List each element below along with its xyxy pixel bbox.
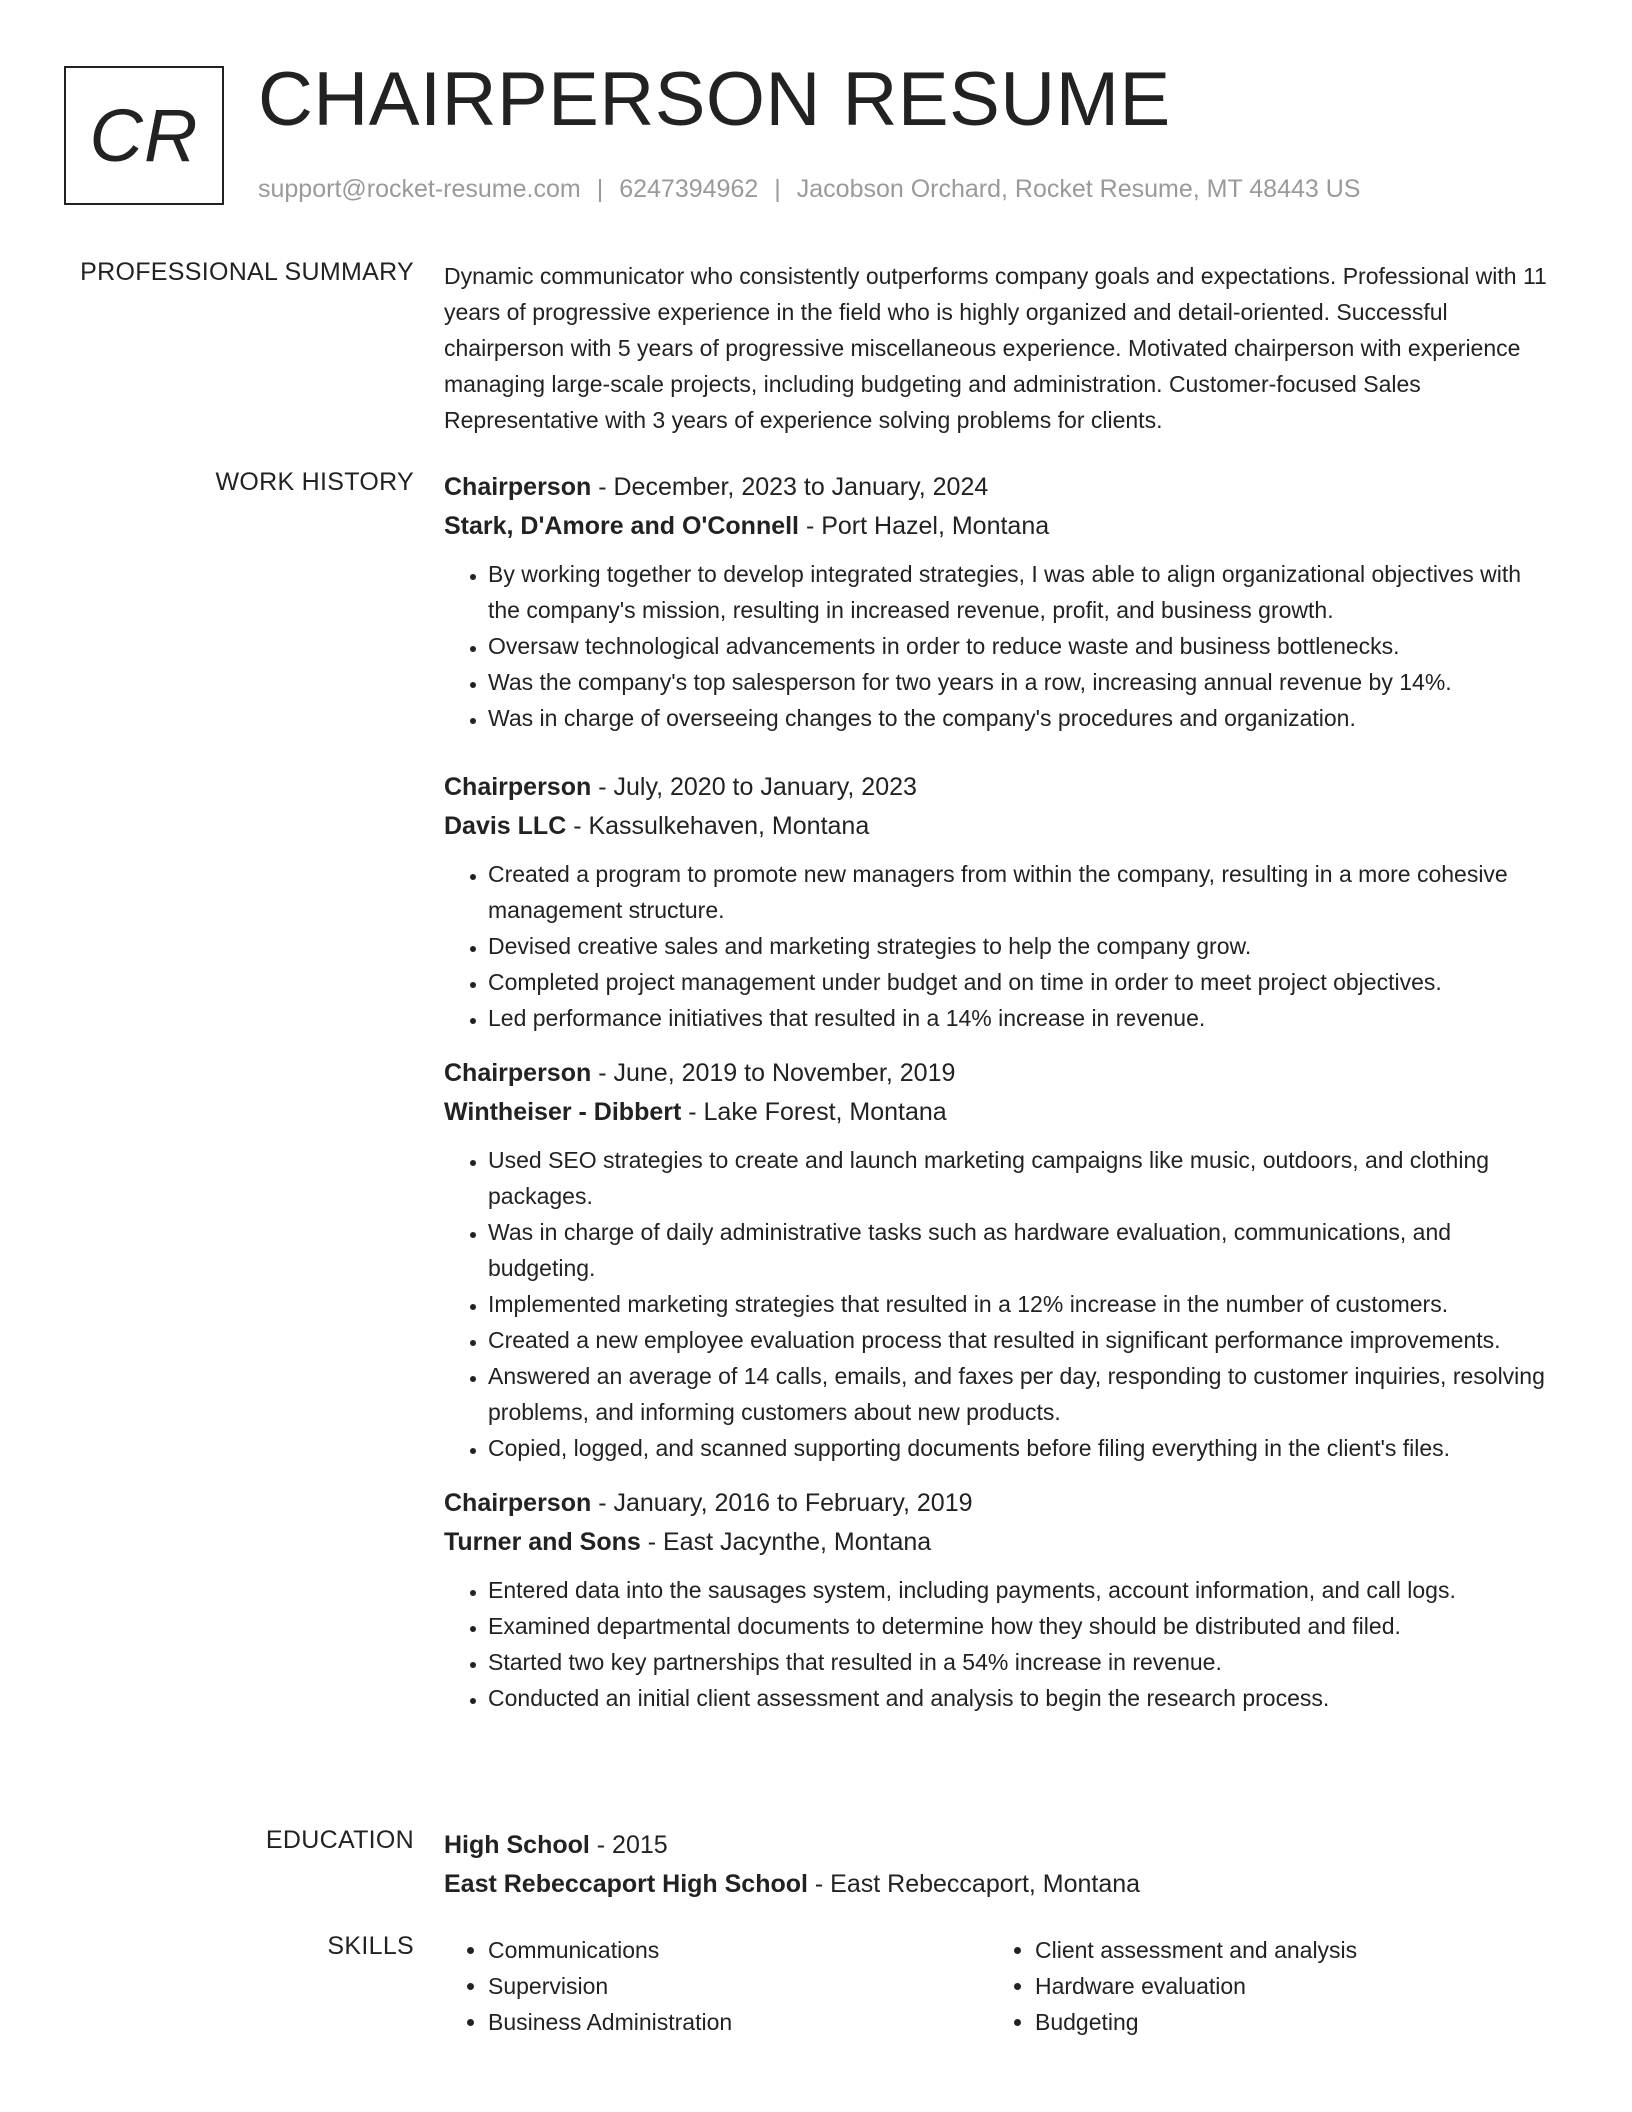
job-location: - East Jacynthe, Montana [640,1528,932,1556]
job-company: Stark, D'Amore and O'Connell [444,512,800,540]
job-entry [444,1054,1559,1466]
summary-label: PROFESSIONAL SUMMARY [80,258,414,286]
job-entry [444,1484,1559,1716]
work-history-label: WORK HISTORY [215,468,414,496]
education-degree-line [444,1826,1559,1865]
job-bullet: • Started two key partnerships that resulted in a 54% increase in revenue. [488,1644,1559,1680]
work-history-content [444,468,1559,1734]
job-title: Chairperson [444,1489,592,1517]
summary-text: Dynamic communicator who consistently outperforms company goals and expectations. Professional with 11 years of progressive experience in the field who is highly organized and detail-oriented. Successful chairperson with 5 years of progressive miscellaneous experience. Motivated chairperson with experience managing large-scale projects, including budgeting and administration. Customer-focused Sales Representative with 3 years of experience solving problems for clients. [444,263,1547,433]
job-bullet: • Created a program to promote new managers from within the company, resulting in a more cohesive management structure. [488,856,1559,928]
monogram-text: CR [89,94,199,177]
job-company-line [444,1093,1559,1132]
job-bullets [444,556,1559,736]
job-location: - Port Hazel, Montana [799,512,1050,540]
skills-label: SKILLS [327,1932,414,1960]
job-bullets [444,1142,1559,1466]
job-company-line [444,807,1559,846]
job-bullet: • Oversaw technological advancements in order to reduce waste and business bottlenecks. [488,628,1559,664]
job-bullet: • Examined departmental documents to determine how they should be distributed and filed. [488,1608,1559,1644]
job-location: - Lake Forest, Montana [681,1098,947,1126]
job-location: - Kassulkehaven, Montana [566,812,870,840]
skill-item: • Client assessment and analysis [1035,1932,1357,1968]
job-company-line [444,507,1559,546]
education-degree: High School [444,1831,590,1859]
job-bullet: • Conducted an initial client assessment and analysis to begin the research process. [488,1680,1559,1716]
resume-title: CHAIRPERSON RESUME [258,57,1171,142]
contact-line [258,175,1360,204]
job-bullet: • Implemented marketing strategies that resulted in a 12% increase in the number of customers. [488,1286,1559,1322]
job-bullet: • Answered an average of 14 calls, emails, and faxes per day, responding to customer inquiries, resolving problems, and informing customers about new products. [488,1358,1559,1430]
job-bullet: • Entered data into the sausages system, including payments, account information, and call logs. [488,1572,1559,1608]
job-dates: - June, 2019 to November, 2019 [591,1059,956,1087]
job-bullet: • Was the company's top salesperson for two years in a row, increasing annual revenue by 14%. [488,664,1559,700]
contact-address: Jacobson Orchard, Rocket Resume, MT 48443 US [796,175,1361,203]
job-bullet: • Led performance initiatives that resulted in a 14% increase in revenue. [488,1000,1559,1036]
job-bullets [444,1572,1559,1716]
job-bullet: • Completed project management under budget and on time in order to meet project objectives. [488,964,1559,1000]
contact-separator: | [774,175,781,203]
job-entry [444,468,1559,736]
job-title: Chairperson [444,773,592,801]
job-bullet: • Was in charge of daily administrative tasks such as hardware evaluation, communications, and budgeting. [488,1214,1559,1286]
job-company-line [444,1523,1559,1562]
education-school-line [444,1865,1559,1904]
job-bullet: • Used SEO strategies to create and launch marketing campaigns like music, outdoors, and clothing packages. [488,1142,1559,1214]
job-entry [444,768,1559,1036]
job-company: Davis LLC [444,812,567,840]
skill-item: • Hardware evaluation [1035,1968,1357,2004]
skills-column-1 [444,1932,991,2040]
job-bullet: • Created a new employee evaluation process that resulted in significant performance improvements. [488,1322,1559,1358]
monogram-badge [64,66,224,205]
contact-phone[interactable]: 6247394962 [619,175,759,203]
job-title: Chairperson [444,1059,592,1087]
job-bullets [444,856,1559,1036]
job-title-line [444,1054,1559,1093]
education-label: EDUCATION [265,1826,414,1854]
education-location: - East Rebeccaport, Montana [807,1870,1141,1898]
job-title-line [444,768,1559,807]
skill-item: • Business Administration [488,2004,991,2040]
job-title-line [444,468,1559,507]
education-content [444,1826,1559,1904]
contact-separator: | [596,175,604,203]
job-dates: - December, 2023 to January, 2024 [591,473,989,501]
skills-content [444,1932,1559,2040]
job-dates: - January, 2016 to February, 2019 [591,1489,973,1517]
job-bullet: • Devised creative sales and marketing strategies to help the company grow. [488,928,1559,964]
education-school: East Rebeccaport High School [444,1870,808,1898]
job-bullet: • Was in charge of overseeing changes to the company's procedures and organization. [488,700,1559,736]
skills-column-2 [991,1932,1357,2040]
summary-content [444,258,1559,438]
skill-item: • Budgeting [1035,2004,1357,2040]
job-bullet: • Copied, logged, and scanned supporting documents before filing everything in the client's files. [488,1430,1559,1466]
job-dates: - July, 2020 to January, 2023 [591,773,917,801]
education-year: - 2015 [589,1831,668,1859]
job-title: Chairperson [444,473,592,501]
job-title-line [444,1484,1559,1523]
job-company: Wintheiser - Dibbert [444,1098,682,1126]
skill-item: • Supervision [488,1968,991,2004]
job-bullet: • By working together to develop integrated strategies, I was able to align organizational objectives with the company's mission, resulting in increased revenue, profit, and business growth. [488,556,1559,628]
contact-email[interactable]: support@rocket-resume.com [258,175,581,203]
job-company: Turner and Sons [444,1528,641,1556]
skill-item: • Communications [488,1932,991,1968]
